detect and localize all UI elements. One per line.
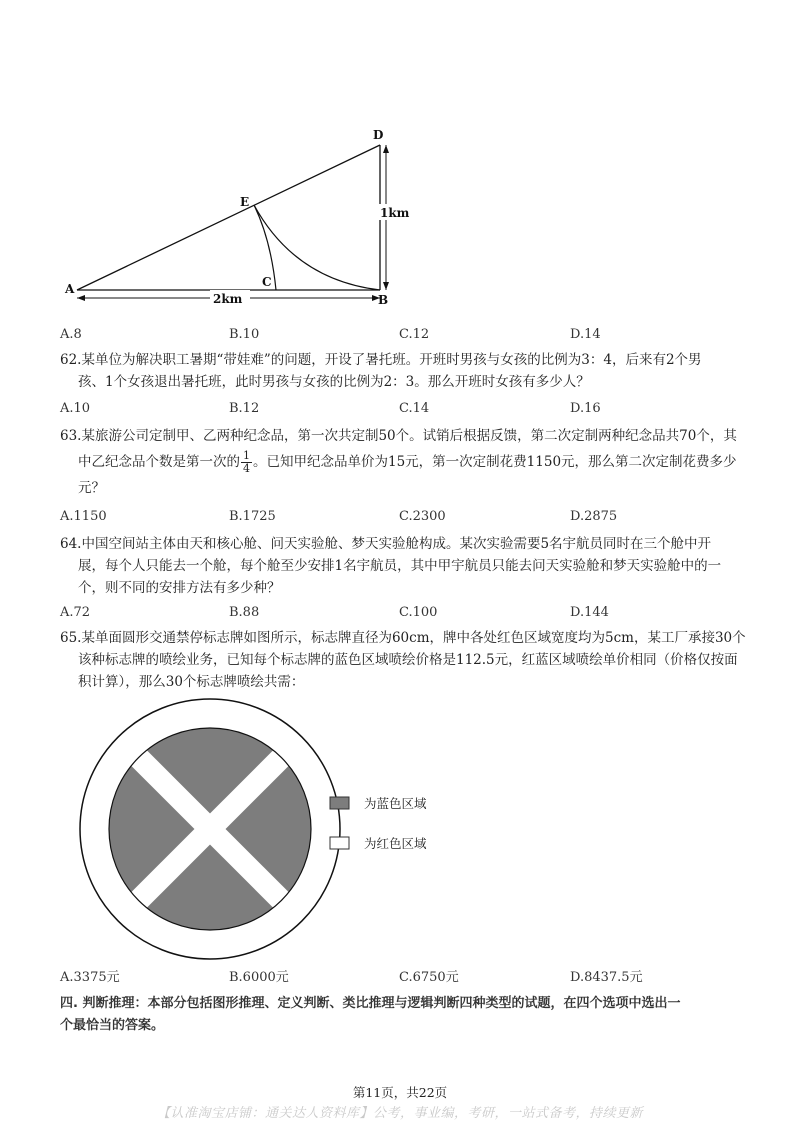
q63-line-1: 63.某旅游公司定制甲、乙两种纪念品，第一次共定制50个。试销后根据反馈，第二次定制两种纪念品共70个，其 — [60, 428, 737, 444]
length-ab: 2km — [213, 292, 243, 306]
dim-ab-arrow-left — [77, 295, 85, 301]
q63-line-2-pre: 中乙纪念品个数是第一次的 — [78, 454, 240, 470]
q64-option-b[interactable]: B.88 — [229, 605, 260, 620]
label-a: A — [65, 282, 75, 296]
page-number: 第11页，共22页 — [352, 1085, 448, 1100]
q65-line-1: 65.某单面圆形交通禁停标志牌如图所示，标志牌直径为60cm，牌中各处红色区域宽度均为5cm，某工厂承接30个 — [60, 630, 746, 646]
section-4-heading — [60, 993, 750, 1037]
legend-blue-swatch — [330, 797, 349, 809]
q63-line-3: 元？ — [78, 480, 105, 496]
fraction-denominator: 4 — [243, 462, 250, 475]
q63-option-a[interactable]: A.1150 — [60, 509, 107, 524]
fraction-one-quarter — [241, 450, 252, 475]
legend-blue-label: 为蓝色区域 — [364, 796, 427, 811]
length-bd: 1km — [380, 206, 410, 220]
label-c: C — [262, 275, 272, 289]
section-4-line-1: 四. 判断推理：本部分包括图形推理、定义判断、类比推理与逻辑判断四种类型的试题，在四个选项中选出一 — [60, 996, 681, 1011]
label-b: B — [378, 293, 389, 307]
q62-line-2: 孩、1个女孩退出暑托班，此时男孩与女孩的比例为2：3。那么开班时女孩有多少人？ — [78, 374, 590, 390]
q61-option-b[interactable]: B.10 — [229, 327, 260, 342]
q61-option-c[interactable]: C.12 — [399, 327, 430, 342]
legend-red-label: 为红色区域 — [364, 836, 427, 851]
q63-option-d[interactable]: D.2875 — [570, 509, 618, 524]
q65-option-d[interactable]: D.8437.5元 — [570, 970, 643, 985]
q64-option-a[interactable]: A.72 — [60, 605, 91, 620]
dim-bd-arrow-top — [383, 145, 389, 153]
q63-stem — [60, 425, 750, 499]
q65-line-2: 该种标志牌的喷绘业务，已知每个标志牌的蓝色区域喷绘价格是112.5元，红蓝区域喷绘单价相同（价格仅按面 — [78, 652, 738, 668]
q65-line-3: 积计算），那么30个标志牌喷绘共需： — [78, 674, 305, 690]
q65-stem — [60, 627, 750, 693]
q62-option-c[interactable]: C.14 — [399, 401, 430, 416]
q64-option-d[interactable]: D.144 — [570, 605, 609, 620]
q64-option-c[interactable]: C.100 — [399, 605, 438, 620]
label-e: E — [240, 195, 250, 209]
q62-option-b[interactable]: B.12 — [229, 401, 260, 416]
q63-option-b[interactable]: B.1725 — [229, 509, 276, 524]
q63-line-2-post: 。已知甲纪念品单价为15元，第一次定制花费1150元，那么第二次定制花费多少 — [253, 454, 737, 470]
watermark-text: 【认准淘宝店铺：通关达人资料库】公考，事业编，考研，一站式备考，持续更新 — [156, 1106, 643, 1121]
q65-option-b[interactable]: B.6000元 — [229, 970, 289, 985]
q62-stem — [60, 349, 750, 393]
q62-option-a[interactable]: A.10 — [60, 401, 91, 416]
q62-line-1: 62.某单位为解决职工暑期“带娃难”的问题，开设了暑托班。开班时男孩与女孩的比例为3：4，后来有2个男 — [60, 352, 702, 368]
q63-option-c[interactable]: C.2300 — [399, 509, 446, 524]
q64-line-2: 展，每个人只能去一个舱，每个舱至少安排1名宇航员，其中甲宇航员只能去问天实验舱和梦天实验舱中的一 — [78, 558, 722, 574]
label-d: D — [373, 128, 384, 142]
q62-option-d[interactable]: D.16 — [570, 401, 601, 416]
fraction-numerator: 1 — [243, 449, 250, 462]
q65-no-parking-sign — [70, 695, 490, 965]
q63-line-2 — [60, 447, 750, 477]
q64-stem — [60, 533, 750, 599]
section-4-line-2: 个最恰当的答案。 — [60, 1018, 165, 1033]
q65-option-a[interactable]: A.3375元 — [60, 970, 120, 985]
q61-option-a[interactable]: A.8 — [60, 327, 82, 342]
q64-line-1: 64.中国空间站主体由天和核心舱、问天实验舱、梦天实验舱构成。某次实验需要5名宇航员同时在三个舱中开 — [60, 536, 712, 552]
dim-bd-arrow-bottom — [383, 282, 389, 290]
q65-option-c[interactable]: C.6750元 — [399, 970, 459, 985]
q61-option-d[interactable]: D.14 — [570, 327, 601, 342]
q61-triangle-figure — [55, 120, 415, 310]
q64-line-3: 个，则不同的安排方法有多少种？ — [78, 580, 281, 596]
segment-ad — [77, 145, 380, 290]
arc-eb — [254, 205, 380, 290]
legend-red-swatch — [330, 837, 349, 849]
